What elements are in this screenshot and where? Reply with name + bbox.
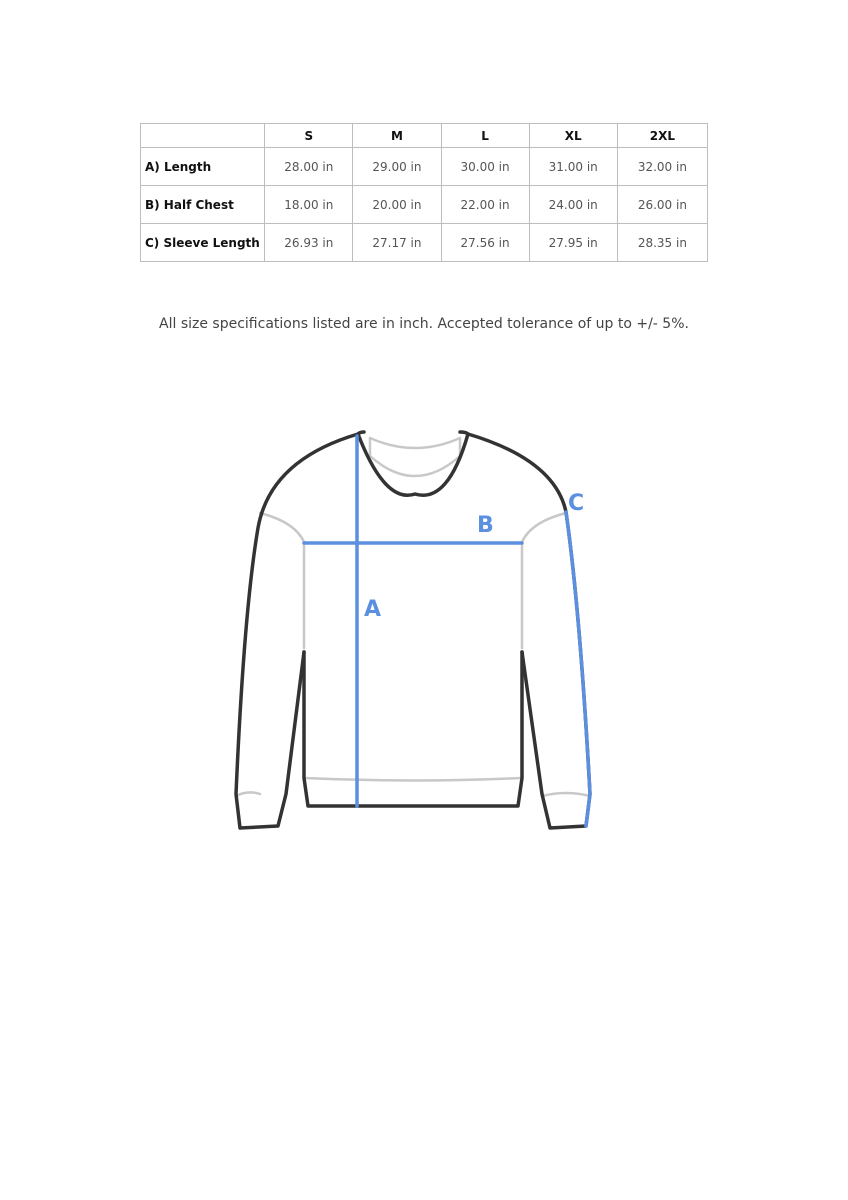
sweatshirt-measurement-diagram (220, 420, 620, 840)
length-value-l: 30.00 in (441, 148, 529, 186)
label-a: A (364, 597, 382, 622)
left-body-outline (236, 434, 358, 828)
size-header-xl: XL (529, 124, 617, 148)
size-header-2xl: 2XL (617, 124, 707, 148)
hem-outline (304, 652, 522, 806)
size-header-l: L (441, 124, 529, 148)
length-value-xl: 31.00 in (529, 148, 617, 186)
sleeve-length-value-2xl: 28.35 in (617, 224, 707, 262)
table-row-length (141, 148, 708, 186)
collar-corners (358, 432, 468, 434)
left-cuff-seam (236, 792, 260, 796)
waistband-seam (304, 778, 522, 781)
left-armhole-seam (260, 513, 304, 542)
sleeve-length-value-xl: 27.95 in (529, 224, 617, 262)
row-label-sleeve-length: C) Sleeve Length (141, 224, 265, 262)
label-c: C (568, 491, 585, 516)
corner-cell (141, 124, 265, 148)
seam-lines (236, 438, 590, 796)
half-chest-value-xl: 24.00 in (529, 186, 617, 224)
tolerance-note: All size specifications listed are in inch. Accepted tolerance of up to +/- 5%. (159, 316, 689, 332)
size-header-m: M (353, 124, 441, 148)
sleeve-length-value-m: 27.17 in (353, 224, 441, 262)
row-label-half-chest: B) Half Chest (141, 186, 265, 224)
sleeve-length-value-l: 27.56 in (441, 224, 529, 262)
size-header-s: S (265, 124, 353, 148)
table-row-sleeve-length (141, 224, 708, 262)
sweatshirt-outline (236, 432, 590, 828)
measurement-lines (304, 436, 590, 826)
collar-seam (370, 438, 460, 448)
right-armhole-seam (522, 513, 566, 542)
neckline (358, 434, 468, 495)
sleeve-length-value-s: 26.93 in (265, 224, 353, 262)
length-value-2xl: 32.00 in (617, 148, 707, 186)
row-label-length: A) Length (141, 148, 265, 186)
table-row-half-chest (141, 186, 708, 224)
half-chest-value-s: 18.00 in (265, 186, 353, 224)
half-chest-value-m: 20.00 in (353, 186, 441, 224)
label-b: B (477, 513, 494, 538)
size-chart-table (140, 123, 708, 262)
half-chest-value-2xl: 26.00 in (617, 186, 707, 224)
size-header-row (141, 124, 708, 148)
measure-line-c (566, 512, 590, 826)
half-chest-value-l: 22.00 in (441, 186, 529, 224)
length-value-s: 28.00 in (265, 148, 353, 186)
right-cuff-seam (542, 793, 590, 796)
length-value-m: 29.00 in (353, 148, 441, 186)
